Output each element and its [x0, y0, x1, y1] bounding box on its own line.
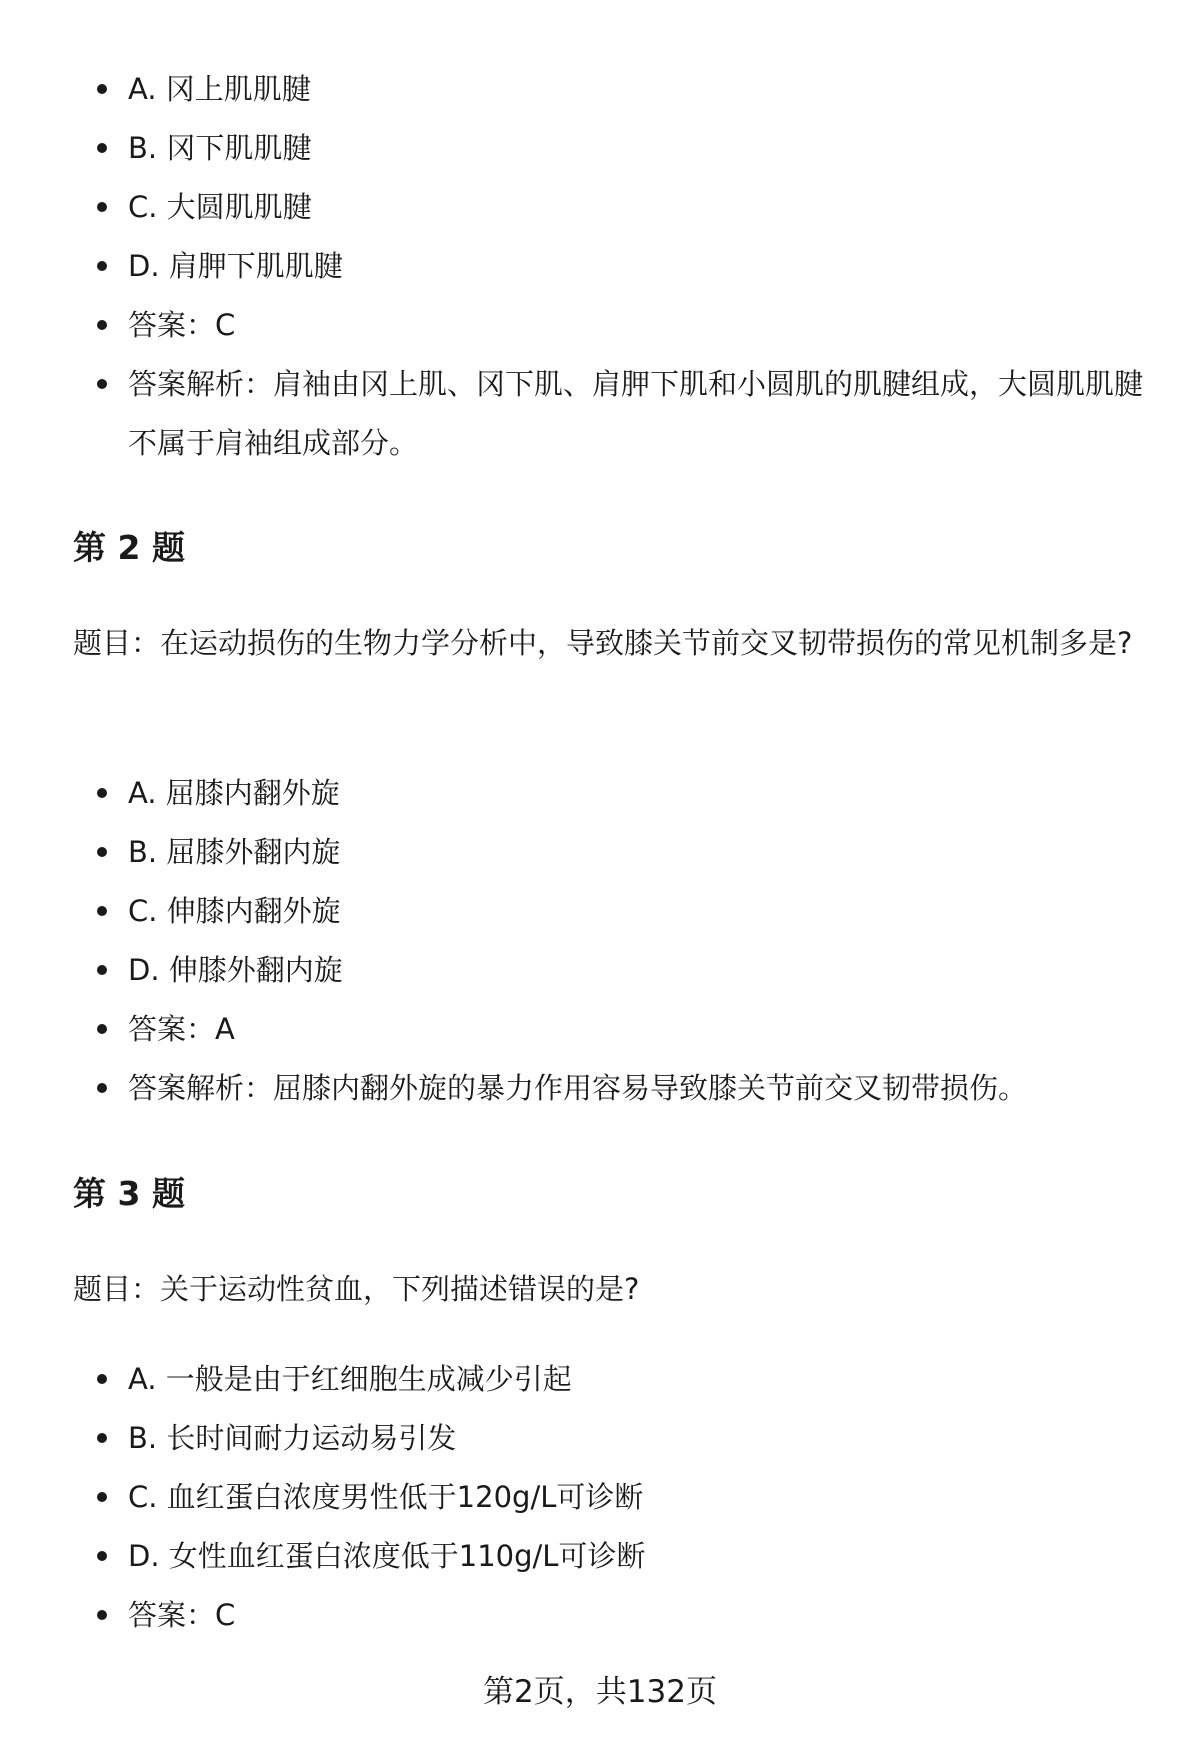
q3-option-b: B. 长时间耐力运动易引发 [73, 1409, 1143, 1468]
q3-option-c: C. 血红蛋白浓度男性低于120g/L可诊断 [73, 1468, 1143, 1527]
q2-option-b: B. 屈膝外翻内旋 [73, 823, 1143, 882]
q3-question: 题目：关于运动性贫血，下列描述错误的是? [73, 1272, 640, 1306]
q2-option-c: C. 伸膝内翻外旋 [73, 882, 1143, 941]
q1-option-c: C. 大圆肌肌腱 [73, 178, 1143, 237]
q3-option-list [73, 1350, 1143, 1645]
page-number: 第2页，共132页 [483, 1674, 717, 1710]
q1-answer: 答案：C [73, 296, 1143, 355]
q2-question: 题目：在运动损伤的生物力学分析中，导致膝关节前交叉韧带损伤的常见机制多是? [73, 626, 1133, 660]
q3-heading: 第 3 题 [73, 1174, 185, 1213]
q3-option-d: D. 女性血红蛋白浓度低于110g/L可诊断 [73, 1527, 1143, 1586]
q3-option-a: A. 一般是由于红细胞生成减少引起 [73, 1350, 1143, 1409]
q2-answer: 答案：A [73, 1000, 1143, 1059]
q1-option-b: B. 冈下肌肌腱 [73, 119, 1143, 178]
q2-option-a: A. 屈膝内翻外旋 [73, 764, 1143, 823]
q2-explanation: 答案解析：屈膝内翻外旋的暴力作用容易导致膝关节前交叉韧带损伤。 [73, 1059, 1143, 1118]
q1-explanation: 答案解析：肩袖由冈上肌、冈下肌、肩胛下肌和小圆肌的肌腱组成，大圆肌肌腱不属于肩袖组成部分。 [73, 355, 1143, 473]
q2-heading: 第 2 题 [73, 528, 185, 567]
q1-option-d: D. 肩胛下肌肌腱 [73, 237, 1143, 296]
q1-option-a: A. 冈上肌肌腱 [73, 60, 1143, 119]
q2-option-d: D. 伸膝外翻内旋 [73, 941, 1143, 1000]
q3-answer: 答案：C [73, 1586, 1143, 1645]
q1-option-list [73, 60, 1143, 473]
q2-option-list [73, 764, 1143, 1118]
